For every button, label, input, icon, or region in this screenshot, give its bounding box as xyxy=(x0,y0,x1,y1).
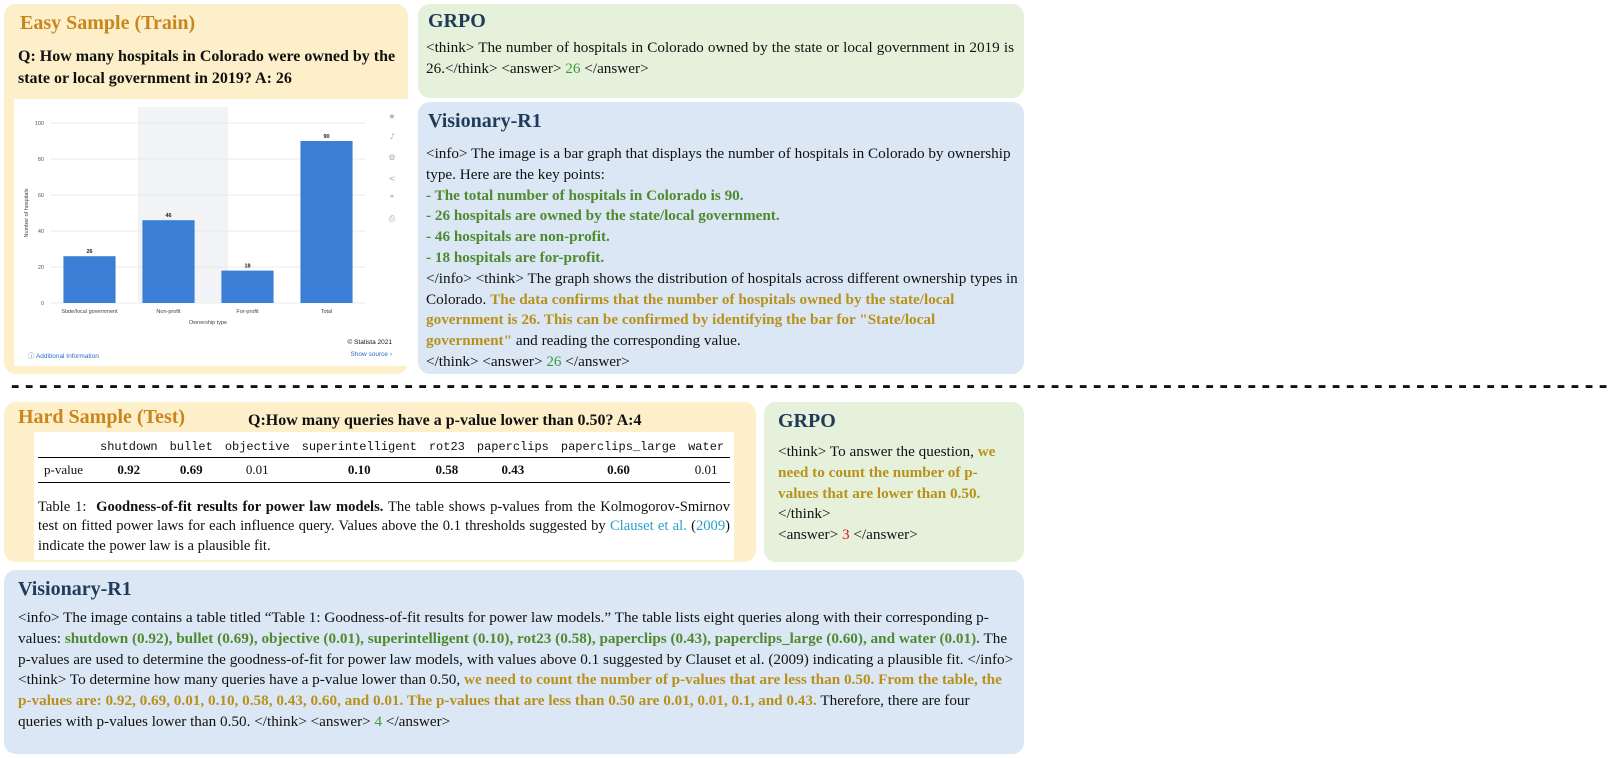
bell-icon[interactable]: ♪ xyxy=(389,132,395,141)
additional-info-label: Additional Information xyxy=(35,353,99,360)
bar xyxy=(142,220,194,303)
visionary-bottom-answer: 4 xyxy=(374,712,383,730)
bar-chart-image xyxy=(14,99,408,366)
visionary-bottom-info: <info> The image contains a table titled “Table 1: Goodness-of-fit results for power law models.” The table lists eight queries along with their corresponding p-values: xyxy=(18,609,989,647)
think-outro: and reading the corresponding value. xyxy=(512,332,741,350)
key-point: - 26 hospitals are owned by the state/local government. xyxy=(426,207,780,225)
table-image xyxy=(34,432,734,560)
key-point: - 18 hospitals are for-profit. xyxy=(426,248,605,266)
grpo-bottom-intro: <think> To answer the question, xyxy=(778,443,978,460)
easy-sample-panel xyxy=(4,4,408,374)
show-source-label: Show source xyxy=(350,351,389,358)
x-tick-label: State/local government xyxy=(61,309,118,315)
y-tick-label: 80 xyxy=(37,157,44,163)
quote-icon[interactable]: ❞ xyxy=(389,194,395,203)
visionary-bottom-panel xyxy=(4,570,1024,754)
star-icon[interactable]: ★ xyxy=(388,112,396,121)
table-header: shutdown xyxy=(94,436,164,458)
grpo-bottom-text xyxy=(778,442,1018,546)
bar-data-label: 26 xyxy=(86,249,93,256)
table-cell: 0.92 xyxy=(94,458,164,483)
citation-year-link[interactable]: 2009 xyxy=(695,518,726,535)
key-point: - The total number of hospitals in Colorado is 90. xyxy=(426,186,744,204)
bar-data-label: 46 xyxy=(165,213,172,220)
table-header: paperclips_large xyxy=(555,436,682,458)
chart-credit: © Statista 2021 xyxy=(347,339,392,346)
visionary-top-think xyxy=(426,269,1022,352)
visionary-bottom-highlight: we need to count the number of p-values that are less than 0.50. From the table, the p-values are: 0.92, 0.69, 0.01, 0.10, 0.58, 0.43, 0.60, and 0.01. The p-values that are less than 0.50 are 0.01, 0.01, 0.1, and 0.43. xyxy=(18,671,1002,710)
table-caption xyxy=(38,498,730,556)
easy-question: Q: How many hospitals in Colorado were owned by the state or local government in 2019? A: 26 xyxy=(18,48,396,87)
print-icon[interactable]: ⎙ xyxy=(388,214,396,223)
table-header xyxy=(38,436,94,458)
bar xyxy=(63,256,115,303)
share-icon[interactable]: < xyxy=(388,174,396,183)
table-header-row xyxy=(38,436,730,458)
table-header: paperclips xyxy=(471,436,555,458)
y-tick-label: 20 xyxy=(37,265,44,271)
caption-title: Goodness-of-fit results for power law models. xyxy=(96,499,384,515)
grpo-top-reasoning: <think> The number of hospitals in Colorado owned by the state or local government in 2019 is 26.</think> <answer> xyxy=(426,39,1014,77)
visionary-top-text xyxy=(426,144,1022,373)
x-tick-label: Total xyxy=(320,309,333,315)
think-intro: </info> <think> The graph shows the distribution of hospitals across different ownership types in Colorado. xyxy=(426,269,1018,308)
bar xyxy=(300,141,352,303)
answer-close: </answer> xyxy=(561,352,630,370)
x-tick-label: For-profit xyxy=(236,309,259,315)
table-cell: 0.10 xyxy=(296,458,423,483)
grpo-top-text xyxy=(426,38,1014,80)
table-header: objective xyxy=(219,436,296,458)
visionary-bottom-text xyxy=(18,608,1014,733)
y-tick-label: 100 xyxy=(34,121,44,127)
hard-question: Q:How many queries have a p-value lower than 0.50? A:4 xyxy=(248,412,642,429)
grpo-top-title: GRPO xyxy=(428,10,486,32)
table-header: bullet xyxy=(164,436,219,458)
gear-icon[interactable]: ⚙ xyxy=(388,153,396,162)
table-row xyxy=(38,458,730,483)
grpo-top-panel xyxy=(418,4,1024,98)
key-point: - 46 hospitals are non-profit. xyxy=(426,228,610,246)
table-cell: 0.58 xyxy=(423,458,471,483)
grpo-bottom-answer-open: <answer> xyxy=(778,526,842,544)
visionary-top-intro: <info> The image is a bar graph that displays the number of hospitals in Colorado by ownership type. Here are the key points: xyxy=(426,145,1011,183)
table-cell: 0.01 xyxy=(219,458,296,483)
table-cell: 0.43 xyxy=(471,458,555,483)
y-tick-label: 0 xyxy=(40,301,44,307)
easy-sample-title: Easy Sample (Train) xyxy=(20,12,196,34)
grpo-bottom-highlight: we need to count the number of p-values that are lower than 0.50. xyxy=(778,443,996,502)
caption-end: ) indicate the power law is a plausible fit. xyxy=(38,518,730,554)
table-cell: 0.69 xyxy=(164,458,219,483)
grpo-bottom-answer: 3 xyxy=(841,526,850,544)
visionary-top-title: Visionary-R1 xyxy=(428,110,542,132)
y-tick-label: 60 xyxy=(37,193,44,199)
y-tick-label: 40 xyxy=(37,229,44,235)
grpo-bottom-answer-close: </answer> xyxy=(849,526,918,544)
table-header: superintelligent xyxy=(296,436,423,458)
grpo-bottom-panel xyxy=(764,402,1024,562)
answer-open: </think> <answer> xyxy=(426,352,547,370)
caption-paren: ( xyxy=(686,518,696,535)
table-header: rot23 xyxy=(423,436,471,458)
visionary-bottom-answer-close: </answer> xyxy=(382,712,451,730)
think-highlight: The data confirms that the number of hospitals owned by the state/local government is 26. This can be confirmed by identifying the bar for "State/local government" xyxy=(426,290,955,350)
table-row-label: p-value xyxy=(38,458,94,483)
table-cell: 0.60 xyxy=(555,458,682,483)
grpo-top-answer-close: </answer> xyxy=(580,59,649,77)
section-divider: ------------------------------------------------------------------------------------------------------------------ xyxy=(8,374,1610,401)
visionary-top-answer-line xyxy=(426,352,1022,373)
bar-chart xyxy=(14,99,408,366)
grpo-bottom-title: GRPO xyxy=(778,410,836,432)
grpo-bottom-think-close: </think> xyxy=(778,505,831,523)
visionary-bottom-context: The p-values are used to determine the goodness-of-fit for power law models, with values above 0.1 suggested by Clauset et al. (2009) indicating a plausible fit. </info> <think> To determine how many queries have a p-value lower than 0.50, xyxy=(18,629,1014,689)
table-header: water xyxy=(682,436,730,458)
bar xyxy=(221,271,273,303)
visionary-bottom-values: shutdown (0.92), bullet (0.69), objective (0.01), superintelligent (0.10), rot23 (0.58), paperclips (0.43), paperclips_large (0.60), and water (0.01). xyxy=(64,629,980,647)
citation-link[interactable]: Clauset et al. xyxy=(609,518,687,535)
visionary-bottom-conclusion: Therefore, there are four queries with p-values lower than 0.50. </think> <answer> xyxy=(18,692,970,730)
hard-sample-title: Hard Sample (Test) xyxy=(18,406,186,428)
table-cell: 0.01 xyxy=(682,458,730,483)
bar-data-label: 90 xyxy=(323,134,330,140)
show-source-link[interactable]: Show source › xyxy=(350,351,392,358)
visionary-top-answer: 26 xyxy=(546,352,562,370)
bar-data-label: 18 xyxy=(244,263,251,270)
additional-information-link[interactable] xyxy=(28,351,99,360)
info-icon: ⓘ xyxy=(28,353,36,360)
pvalue-table xyxy=(38,436,730,483)
x-tick-label: Non-profit xyxy=(156,309,181,315)
visionary-bottom-title: Visionary-R1 xyxy=(18,578,132,600)
caption-body: The table shows p-values from the Kolmogorov-Smirnov test on fitted power laws for each influence query. Values above the 0.1 thresholds suggested by xyxy=(38,499,731,535)
y-axis-label: Number of hospitals xyxy=(24,188,30,238)
visionary-top-panel xyxy=(418,102,1024,374)
grpo-top-answer: 26 xyxy=(565,59,581,77)
caption-label: Table 1: xyxy=(38,499,87,515)
x-axis-label: Ownership type xyxy=(188,320,228,326)
